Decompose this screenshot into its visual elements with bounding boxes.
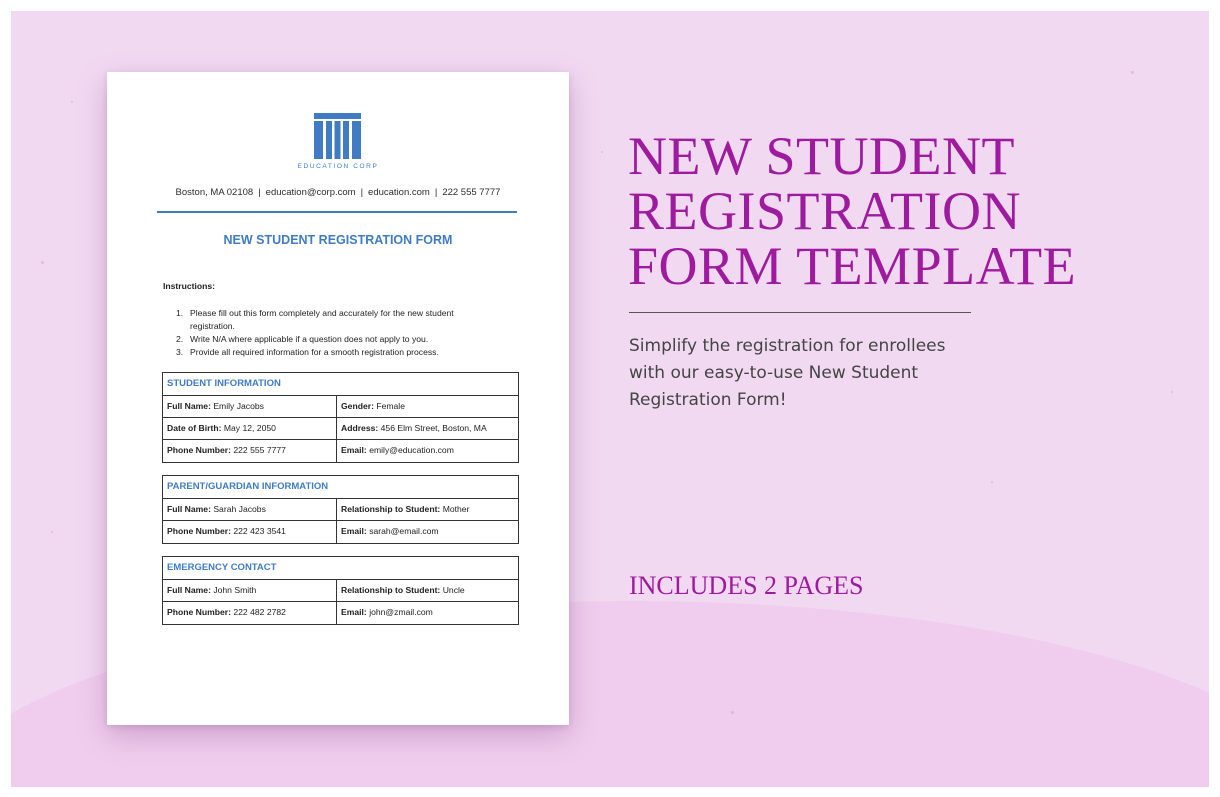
paper-speck (41, 261, 44, 264)
table-cell (163, 440, 337, 462)
table-cell (163, 521, 337, 543)
section-header: STUDENT INFORMATION (163, 373, 518, 396)
paper-speck (731, 711, 734, 714)
field-value: May 12, 2050 (223, 423, 276, 433)
headline-line: NEW STUDENT (628, 126, 1015, 186)
field-value: Mother (442, 504, 470, 514)
field-value: Uncle (442, 585, 465, 595)
table-cell (337, 521, 518, 543)
contact-address: Boston, MA 02108 (175, 187, 254, 198)
tagline-line: Registration Form! (629, 390, 787, 410)
field-value: john@zmail.com (369, 607, 433, 617)
logo-text: EDUCATION CORP (297, 163, 379, 170)
field-label: Gender: (341, 401, 374, 411)
table-cell (337, 602, 518, 624)
table-row (163, 418, 518, 440)
section-header: PARENT/GUARDIAN INFORMATION (163, 476, 518, 499)
table-row (163, 499, 518, 521)
field-label: Email: (341, 526, 367, 536)
field-label: Full Name: (167, 504, 211, 514)
student-information-table (162, 372, 519, 463)
field-value: 222 555 7777 (233, 445, 286, 455)
field-label: Phone Number: (167, 445, 231, 455)
table-row (163, 602, 518, 624)
field-value: John Smith (213, 585, 257, 595)
table-cell (337, 418, 518, 439)
paper-speck (601, 151, 603, 153)
table-cell (337, 396, 518, 417)
emergency-contact-table (162, 556, 519, 625)
instruction-number: 3. (176, 347, 184, 357)
pages-note: INCLUDES 2 PAGES (629, 571, 864, 600)
field-label: Relationship to Student: (341, 585, 441, 595)
field-value: emily@education.com (369, 445, 454, 455)
field-label: Phone Number: (167, 607, 231, 617)
headline-line: FORM TEMPLATE (628, 236, 1077, 296)
instruction-text: Write N/A where applicable if a question does not apply to you. (190, 334, 429, 344)
field-value: 222 423 3541 (233, 526, 286, 536)
promo-headline (628, 126, 1188, 296)
paper-speck (51, 531, 53, 533)
field-value: Sarah Jacobs (213, 504, 266, 514)
tagline-line: with our easy-to-use New Student (629, 363, 919, 383)
instructions-heading: Instructions: (163, 281, 216, 291)
instruction-text: Please fill out this form completely and accurately for the new student (190, 308, 454, 318)
contact-separator: | (258, 187, 261, 198)
parent-guardian-table (162, 475, 519, 544)
instruction-text: Provide all required information for a smooth registration process. (190, 347, 439, 357)
table-cell (163, 602, 337, 624)
tagline-line: Simplify the registration for enrollees (629, 336, 946, 356)
table-cell (163, 580, 337, 601)
contact-phone: 222 555 7777 (442, 187, 501, 198)
instruction-item (171, 307, 501, 333)
table-row (163, 521, 518, 543)
table-cell (337, 580, 518, 601)
form-title: NEW STUDENT REGISTRATION FORM (223, 233, 453, 247)
field-value: Emily Jacobs (213, 401, 264, 411)
table-row (163, 440, 518, 462)
instruction-number: 1. (176, 308, 184, 318)
field-value: Female (376, 401, 405, 411)
contact-separator: | (434, 187, 438, 198)
table-cell (163, 396, 337, 417)
table-cell (163, 418, 337, 439)
instructions-list (171, 307, 501, 359)
paper-speck (991, 481, 993, 483)
table-cell (163, 499, 337, 520)
paper-speck (1131, 71, 1134, 74)
headline-line: REGISTRATION (628, 181, 1021, 241)
instruction-text: registration. (190, 321, 235, 331)
paper-speck (71, 101, 73, 103)
headline-divider (629, 312, 971, 313)
table-cell (337, 499, 518, 520)
field-label: Email: (341, 607, 367, 617)
form-document-page (107, 72, 569, 725)
field-value: sarah@email.com (369, 526, 439, 536)
field-label: Email: (341, 445, 367, 455)
instruction-number: 2. (176, 334, 184, 344)
field-label: Full Name: (167, 401, 211, 411)
contact-separator: | (360, 187, 364, 198)
paper-speck (1171, 391, 1173, 393)
promo-tagline (629, 333, 989, 414)
field-value: 456 Elm Street, Boston, MA (380, 423, 487, 433)
contact-email: education@corp.com (265, 187, 356, 198)
background-canvas (11, 11, 1209, 787)
field-label: Address: (341, 423, 379, 433)
header-divider (157, 211, 517, 213)
contact-line (107, 187, 569, 198)
field-label: Date of Birth: (167, 423, 222, 433)
instruction-item (171, 333, 501, 346)
contact-website: education.com (368, 187, 430, 198)
field-label: Phone Number: (167, 526, 231, 536)
field-value: 222 482 2782 (233, 607, 286, 617)
field-label: Full Name: (167, 585, 211, 595)
table-row (163, 580, 518, 602)
table-row (163, 396, 518, 418)
table-cell (337, 440, 518, 462)
section-header: EMERGENCY CONTACT (163, 557, 518, 580)
field-label: Relationship to Student: (341, 504, 441, 514)
instruction-item (171, 346, 501, 359)
pillar-building-logo-icon (314, 113, 361, 159)
